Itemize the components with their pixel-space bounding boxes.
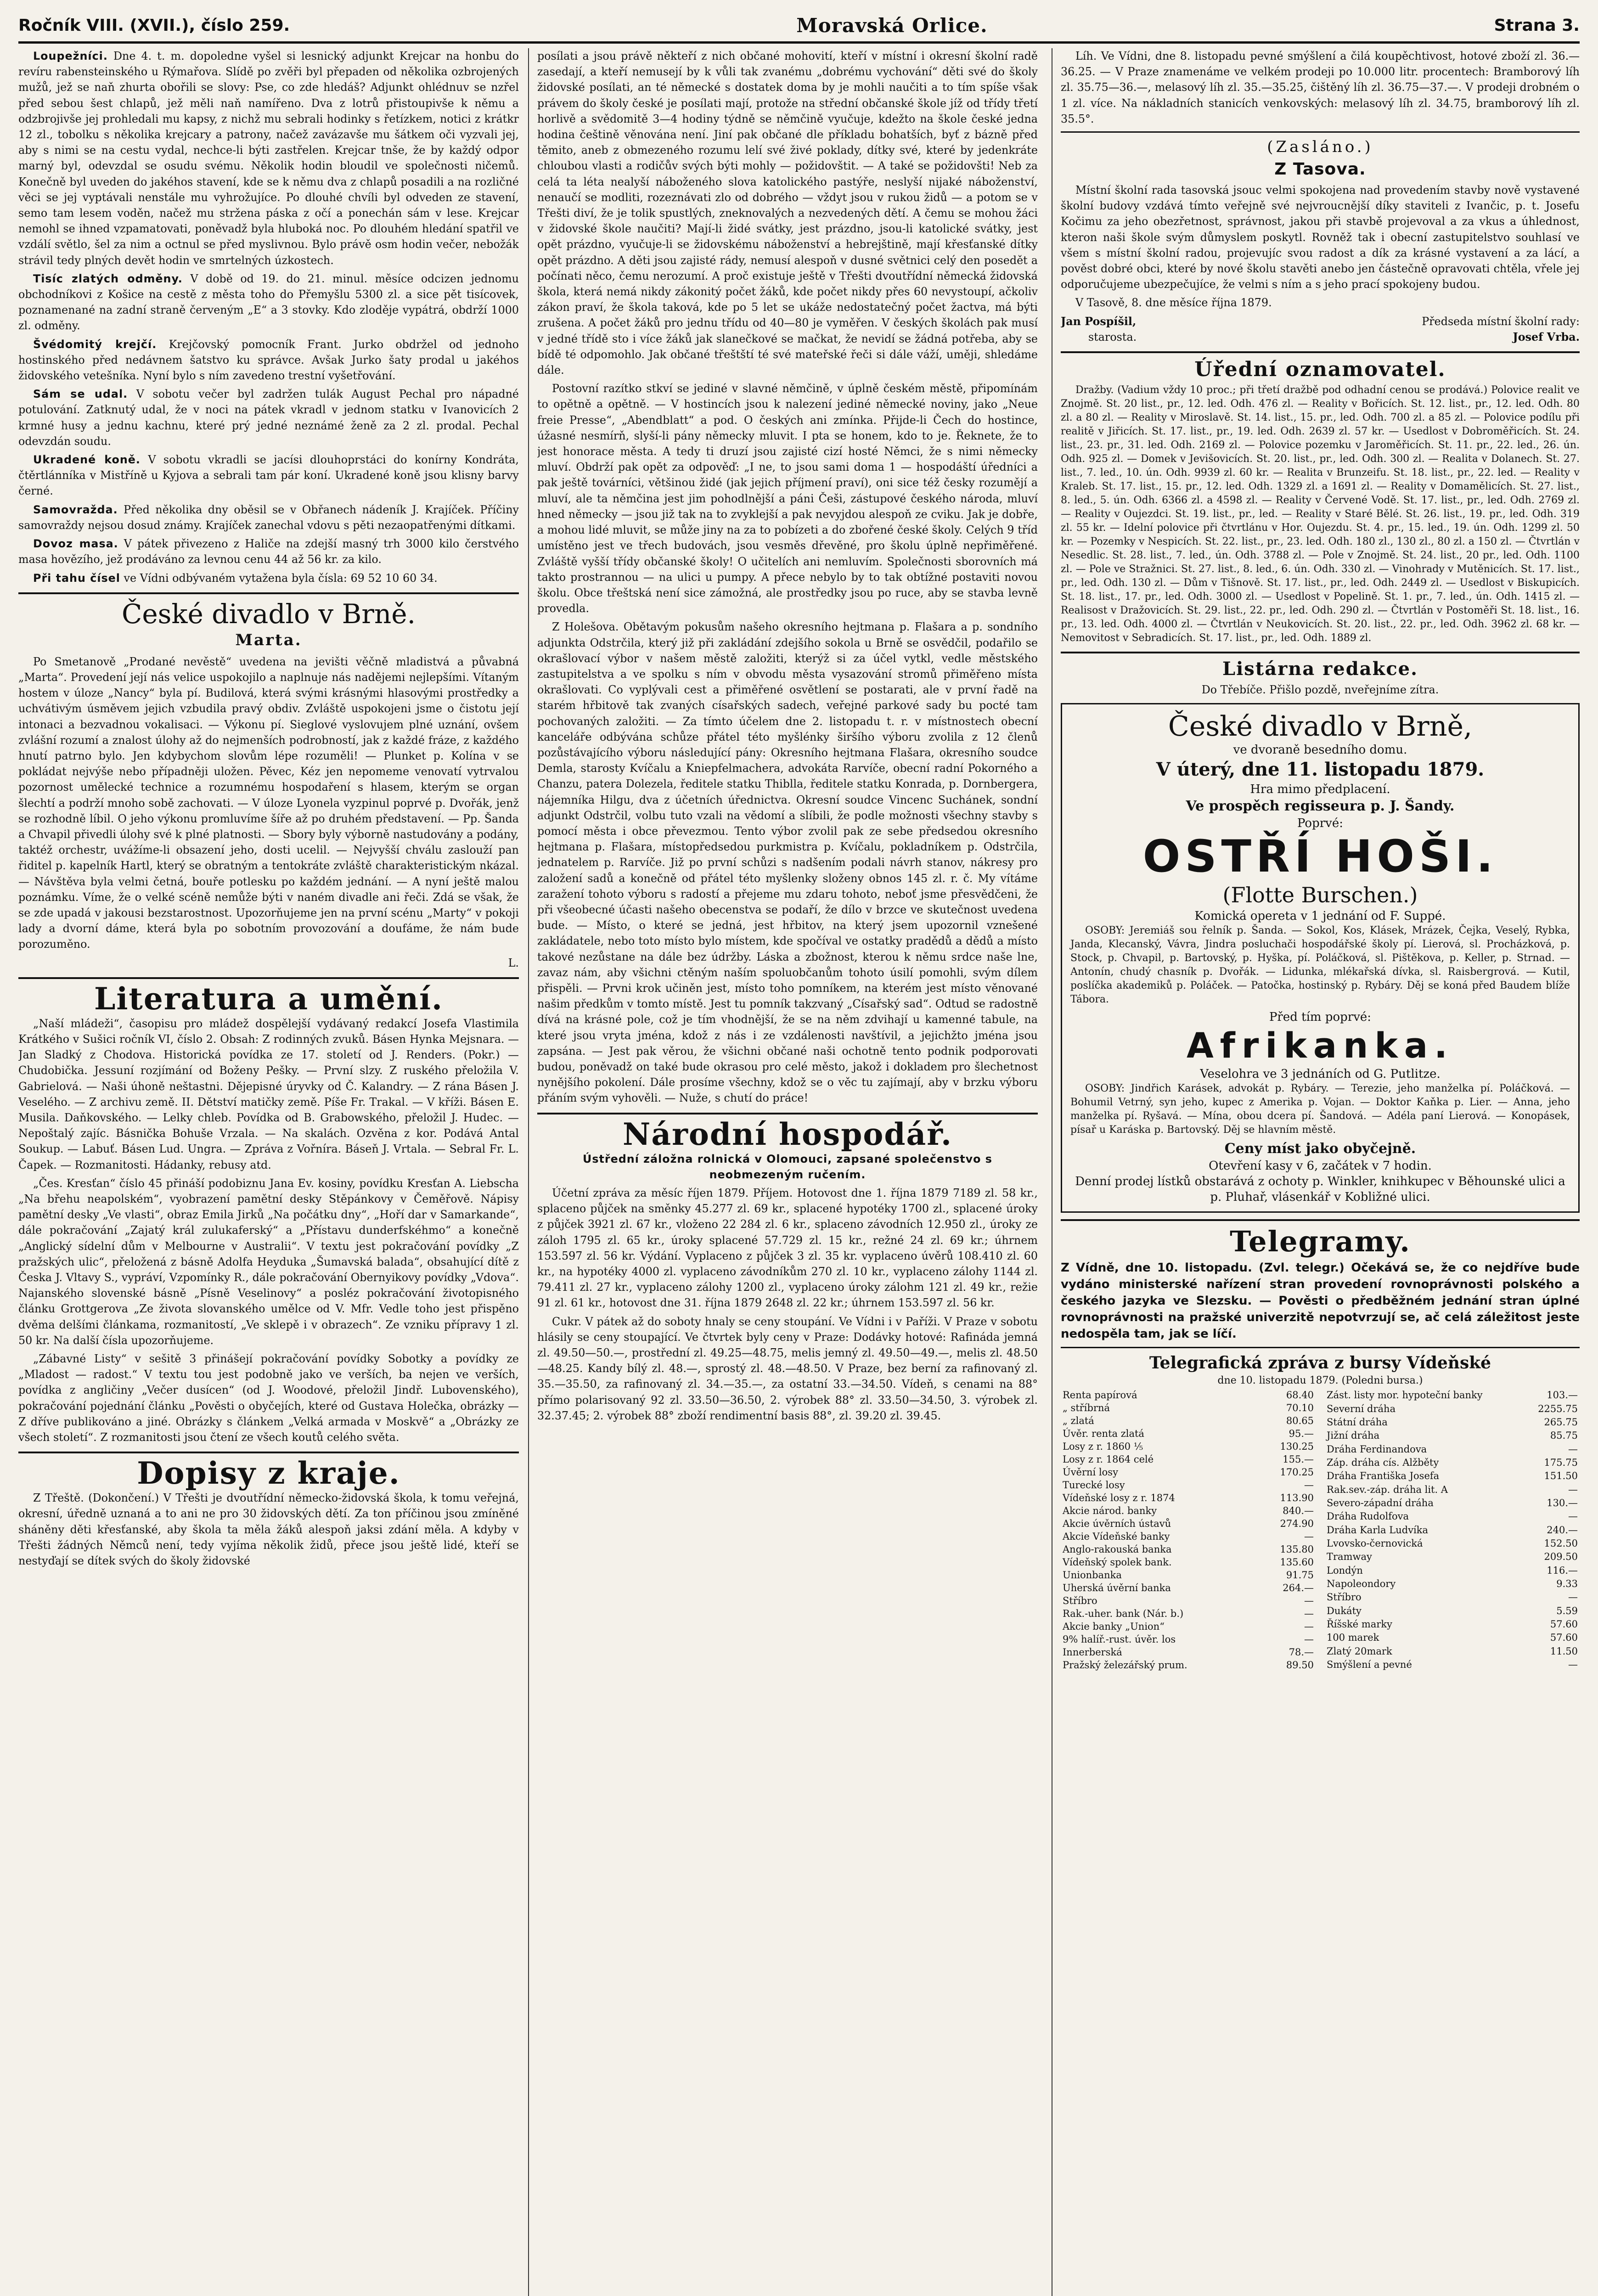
bourse-row [1325, 1537, 1580, 1550]
literature-item: „Naší mládeži“, časopisu pro mládež dospělejší vydávaný redakcí Josefa Vlastimila Krátkého v Sušici ročník VI, číslo 2. Obsah: Z rodinných zvuků. Básen Hynka Mejsnara. — Jan Sladký z Chodova. Historická povídka ze 17. století od J. Renders. (Pokr.) — Chudobička. Jessuní rozjímání od Boženy Pešky. — První slzy. Z ruského přeložila V. Gabrielová. — Naši úhoně neštastni. Dějepisné úryvky od Č. Kalandry. — Z rána Básen J. Veselého. — Z archivu země. II. Dětství matičky země. Píše Fr. Trakal. — V kříži. Básen E. Musila. Daňkovského. — Lelky chleb. Povídka od B. Grabowského, přeložil J. Hudec. — Nepoštalý zajíc. Básnička Bohuše Vrzala. — Na skalách. Ozvěna z kor. Podává Antal Soukup. — Labuť. Básen Lud. Ungra. — Zpráva z Vořníra. Báseň J. Vrtala. — Sebral Fr. L. Čapek. — Rozmanitosti. Hádanky, rebusy atd. [18, 1017, 519, 1171]
bourse-row [1325, 1591, 1580, 1604]
news-item [18, 271, 519, 334]
bourse-row [1061, 1543, 1316, 1556]
bourse-security: Lvovsko-černovická [1327, 1538, 1423, 1549]
zalozna-heading: Ústřední záložna rolnická v Olomouci, zapsané společenstvo s neobmezeným ručením. [583, 1152, 992, 1181]
bourse-row [1061, 1414, 1316, 1427]
signature-name: Josef Vrba. [1513, 330, 1580, 343]
bourse-value: — [1304, 1608, 1314, 1620]
ad-cast: OSOBY: Jeremiáš sou řelník p. Šanda. — Sokol, Kos, Klásek, Mrázek, Čejka, Veselý, Rybka, Janda, Klecanský, Vávra, Jindra posluchači hospodářské školy pí. Lierová, sl. Procházková, p. Stock, p. Chvapil, p. Bartovský, p. Hyška, pí. Poláčková, sl. Pištěkova, p. Keller, p. Strnad. — Antonín, chudý chasník p. Dvořák. — Lidunka, mlékařská dívka, sl. Raisbergrová. — Kutil, poslíčka akademiků p. Poláček. — Patočka, hostinský p. Rybáry. Děj se koná před Baudem blíže Tábora. [1070, 925, 1570, 1006]
theatre-subtitle: Marta. [235, 630, 302, 649]
bourse-row [1325, 1416, 1580, 1429]
bourse-value: 274.90 [1280, 1518, 1314, 1530]
bourse-value: 175.75 [1544, 1457, 1578, 1469]
bourse-security: Innerberská [1063, 1647, 1122, 1658]
ad-benefit: Ve prospěch regisseura p. J. Šandy. [1186, 798, 1455, 815]
zaslano-title: (Zasláno.) [1267, 138, 1373, 157]
signature-role: Předseda místní školní rady: [1422, 315, 1580, 328]
theatre-advertisement [1061, 703, 1580, 1213]
bourse-value: 78.— [1289, 1647, 1314, 1658]
bourse-value: 155.— [1283, 1454, 1314, 1465]
bourse-security: Vídeňské losy z r. 1874 [1063, 1492, 1175, 1504]
bourse-security: Napoleondory [1327, 1578, 1396, 1590]
bourse-value: 135.60 [1280, 1557, 1314, 1568]
bourse-security: Akcie Vídeňské banky [1063, 1531, 1170, 1542]
bourse-row [1325, 1469, 1580, 1483]
bourse-security: Jižní dráha [1327, 1430, 1380, 1441]
bourse-row [1061, 1556, 1316, 1569]
bourse-value: 68.40 [1286, 1390, 1314, 1401]
bourse-row [1061, 1504, 1316, 1517]
literature-item: „Zábavné Listy“ v sešitě 3 přinášejí pokračování povídky Sobotky a povídky ze „Mladost — radost.“ V textu tou jest podobně jako ve verších, ba nejen ve verších, povídka z angličiny „Večer dusícen“ (od J. Woodové, přeložil Jindř. Lubovenského), pokračování pojednání článku „Pověsti o obyčejích, které od Gustava Holečka, obrázky — Z dříve publikováno a jiné. Obrázky s článkem „Velká armada v Moskvě“ a „Obrázky ze všech století“. Z rozmanitosti jsou čtení ze všech koutů celého světa. [18, 1352, 519, 1444]
bourse-value: — [1304, 1531, 1314, 1542]
bourse-value: 265.75 [1544, 1417, 1578, 1428]
section-title-telegrams: Telegramy. [1061, 1219, 1580, 1258]
bourse-security: Dráha Karla Ludvíka [1327, 1524, 1429, 1536]
bourse-security: Unionbanka [1063, 1570, 1122, 1581]
bourse-security: Uherská úvěrní banka [1063, 1582, 1171, 1594]
bourse-security: Úvěrní losy [1063, 1467, 1118, 1478]
ad-date: V úterý, dne 11. listopadu 1879. [1156, 759, 1485, 781]
bourse-value: — [1568, 1659, 1578, 1671]
bourse-value: — [1304, 1621, 1314, 1632]
theatre-signature: L. [508, 956, 519, 969]
bourse-security: Renta papírová [1063, 1390, 1137, 1401]
bourse-row [1325, 1618, 1580, 1631]
bourse-value: 113.90 [1280, 1492, 1314, 1504]
bourse-security: Státní dráha [1327, 1417, 1388, 1428]
bourse-row [1061, 1594, 1316, 1607]
bourse-security: Stříbro [1327, 1592, 1362, 1603]
bourse-row [1325, 1429, 1580, 1442]
bourse-value: — [1304, 1634, 1314, 1645]
signature-left [1061, 314, 1137, 345]
news-body: V sobotu večer byl zadržen tulák August Pechal pro nápadné potulování. Zatknutý udal, že v noci na pátek vkradl v jednom statku v Ivanovicích 2 krmné husy a jednu kachnu, které prý jedné neznámé ženě za 2 zl. prodal. Pechal odevzdán soudu. [18, 388, 519, 448]
bourse-row [1325, 1577, 1580, 1591]
news-headline: Sám se udal. [33, 388, 128, 401]
signature-name: Jan Pospíšil, [1061, 315, 1137, 328]
bourse-table-right [1325, 1389, 1580, 1671]
bourse-row [1325, 1645, 1580, 1658]
bourse-value: 116.— [1547, 1564, 1578, 1576]
news-headline: Tisíc zlatých odměny. [33, 272, 183, 285]
ad-first-label: Poprvé: [1297, 816, 1343, 831]
signature-right [1422, 314, 1580, 345]
bourse-title: Telegrafická zpráva z bursy Vídeňské [1149, 1353, 1491, 1373]
divider [1061, 1347, 1580, 1348]
bourse-security: Rak.sev.-záp. dráha lit. A [1327, 1484, 1448, 1495]
bourse-row [1061, 1401, 1316, 1414]
bourse-security: Anglo-rakouská banka [1063, 1544, 1172, 1555]
bourse-value: 95.— [1289, 1428, 1314, 1440]
bourse-value: 70.10 [1286, 1402, 1314, 1414]
ad-subscription: Hra mimo předplacení. [1250, 782, 1390, 797]
telegram-body: Z Vídně, dne 10. listopadu. (Zvl. telegr.) Očekává se, že co nejdříve bude vydáno ministerské nařízení stran provedení rovnoprávnosti polského a českého jazyka ve Slezsku. — Pověsti o předběžném jednání stran úplné rovnoprávnosti na pražské univerzitě nepotvrzují se, ač celá záležitost jeste nedospěla tam, jak se líčí. [1061, 1261, 1580, 1341]
bourse-security: Zást. listy mor. hypoteční banky [1327, 1390, 1483, 1401]
ad-prices: Ceny míst jako obyčejně. [1224, 1141, 1416, 1157]
bourse-row [1061, 1389, 1316, 1401]
news-body: Krejčovský pomocník Frant. Jurko obdržel od jednoho hostinského před nedávnem šatstvo ku správce. Avšak Jurko šaty prodal u jakéhos židovského vetešníka. Nyní bylo s ním zavedeno trestní vyšetřování. [18, 338, 519, 383]
sugar-report: Cukr. V pátek až do soboty hnaly se ceny stoupání. Ve Vídni i v Paříži. V Praze v sobotu hlásily se ceny stoupající. Ve čtvrtek byly ceny v Praze: Dodávky hotové: Rafináda jemná zl. 49.50—50.—, prostřední zl. 49.25—48.75, melis jemný zl. 49.50—49.—, melis zl. 48.50—48.25. Kandy bílý zl. 48.—, sprostý zl. 48.—48.50. V Praze, bez berní za rafinovaný zl. 35.—35.50, za rafinovaný zl. 34.—35.—, za ostatní 33.—34.50. Vídeň, s cenami na 88° přímo polarisovaný 92 zl. 33.50—36.50, 2. výrobek 88° zl. 33.50—34.50, 3. výrobek zl. 32.37.45; 2. výrobek 88° zboží rendimentní basis 88°, zl. 39.20 zl. 39.45. [537, 1315, 1038, 1422]
bourse-row [1061, 1620, 1316, 1633]
column-rule-1 [528, 48, 529, 2296]
letter-holesov: Z Holešova. Obětavým pokusům našeho okresního hejtmana p. Flašara a p. sondního adjunkta Odstrčila, který již při zakládání zdejšího sokola u Brně se osvědčil, podařilo se okrašlovací výbor v našem městě založiti, kterýž si za účel vytkl, vedle městského zastupitelstva a ve spolku s ním v obvodu města vysazování stromů přiměřeno místa okrašlovati. Co vyplývali cest a přiměřené osvětlení se postarati, ale v první řadě na starém hřbitově tak zvaných císařských sadech, veřejné parkové sady bu pocté tam pochovaných založiti. — Za tímto účelem dne 2. listopadu t. r. v místnostech obecní kanceláře odbývána schůze přátel této myšlénky širšího výboru zvolila z 12 členů pozůstávajícího výboru následující pány: Okresního hejtmana Flašara, okresního soudce Demla, starosty Kvíčalu a Kniepfelmachera, advokáta Rarvíče, obecní radní Pokorného a Chanzu, patera Dolezela, ředitele statku Thiblla, ředitele statku Konrada, p. Dornbergera, nájemníka Hilgu, dva z účetních úřednictva. Okresní soudce Vincenc Suchánek, sondní adjunkt Odstrčil, volbu tuto vzali na vědomí a slíbili, že podle možnosti všechny stavby s pomocí města i obce převezmou. Tento výbor zvolil pak ze sebe předsedou okresního hejtmana p. Flašara, místopředsedou purkmistra p. Kvíčalu, pokladníkem p. Odstrčila, jednatelem p. Rarvíče. Již po první schůzi s nadšením podali návrh stanov, nákresy pro založení sadů a konečně od přátel této myšlenky složeny obnos 145 zl. r. č. My vítáme zaražení tohoto výboru s radostí a přejeme mu zdaru tohoto, neboť jsme přesvědčeni, že při všeobecné účasti našeho obecenstva se podaří, že dílo v brzce ve skutečnost uvedena bude. — Místo, o které se jedná, jest hřbitov, na který jsem upozornil vznešené zakládatele, nebo toto místo bylo místem, kde spočíval ve ostatky pradědů a dědů a místo takové nezůstane na dále bez údržby. Láska a zbožnost, kterou k němu srdce naše lne, zavaz nám, aby všichni ctěným naším spoluobčanům tohoto úsilí pomohli, svým dílem přispěli. — Prvni krok učiněn jest, místo toho pomníkem, na kterém jest místo věnované našim předkům v tomto místě. Jest tu pomník takzvaný „Císařský sad“. Odtud se radostně dívá na krásné pole, což je tím vhodnější, že se na něm zdvihají u kamenné tabule, na které jsou vryta jména, kdož z nás i ze vzdálenosti navštívil, a jejichžto jména jsou zapsána. — Jest pak věrou, že všichni občané naši ochotně tento podnik podporovati budou, poněvadž on také bude okrasou pro celé město, jakož i dokladem pro šlechetnost nynějšího pokolení. Dále prosíme všechny, kdož se o věc tu zajímají, aby v brzku výboru přáním svým vyhověli. — Nuže, s chutí do práce! [537, 620, 1038, 1105]
bourse-value: 151.50 [1544, 1470, 1578, 1482]
news-body: Před několika dny oběsil se v Obřanech nádeník J. Krajíček. Příčiny samovraždy nejsou dosud známy. Krajíček zanechal vdovu s pěti nezaopatřenými dítkami. [18, 503, 519, 532]
bourse-row [1325, 1631, 1580, 1644]
bourse-value: 80.65 [1286, 1415, 1314, 1427]
bourse-value: 85.75 [1550, 1430, 1578, 1441]
bourse-row [1325, 1389, 1580, 1402]
bourse-row [1325, 1497, 1580, 1510]
column-2 [537, 48, 1038, 2296]
bourse-row [1061, 1491, 1316, 1504]
bourse-value: 2255.75 [1538, 1403, 1578, 1414]
column-3 [1061, 48, 1580, 2296]
bourse-security: Dráha Ferdinandova [1327, 1443, 1427, 1455]
news-item [18, 337, 519, 384]
bourse-security: 9% halíř.-rust. úvěr. los [1063, 1634, 1176, 1645]
news-body: V pátek přivezeno z Haliče na zdejší masný trh 3000 kilo čerstvého masa hovězího, jež prodáváno za levnou cenu 44 až 56 kr. za kilo. [18, 537, 519, 566]
news-headline: Ukradené koně. [33, 453, 141, 467]
bourse-row [1061, 1569, 1316, 1581]
bourse-value: 89.50 [1286, 1660, 1314, 1671]
ad-play2-description: Veselohra ve 3 jednáních od G. Putlitze. [1200, 1067, 1440, 1081]
news-body: V sobotu vkradli se jacísi dlouhoprstáci do konírny Kondráta, čtěrtlánníka v Mistříně u Kyjova a sebrali tam pár koní. Ukradené koně jsou klisny barvy černé. [18, 453, 519, 498]
signature-role: starosta. [1088, 330, 1137, 343]
bourse-value: — [1568, 1484, 1578, 1495]
bourse-row [1061, 1607, 1316, 1620]
bourse-security: Losy z r. 1860 ⅕ [1063, 1441, 1143, 1452]
letter-continuation: posílati a jsou právě někteří z nich občané mohovití, kteří v místní i okresní školní radě zasedají, a kteří nemusejí by k vůli tak zvanému „dobrému vychování“ děti své do školy židovské posílati, an té německé s dostatek doma by je mohli naučiti a to tím spíše však právem do školy české je posílati mají, protože na střední občanské škole jíž od třídy třetí horlivě a svědomitě 3—4 hodiny týdně se němčině vyučuje, kdežto na škole české jedna hodina češtině věnována není. Jiní pak občané dle příkladu bohatších, byť z bázně před těmito, aneb z obmezeného rozumu lelí své živé poklady, dítky své, které by jedenkráte chloubou vlasti a rodičův svých býti mohly — požidovštit. — A také se požidovšti! Neb za celá ta léta nealyší náboženého slova katolického pastýře, neslyší nijaké náboženství, nenaučí se modliti, rozeznávati zlo od dobrého — vždyt jsou v rukou židů — a potom se v Třešti diví, že je tolik spustlých, zneknovalých a nezvedených dětí. A čemu se mohou žáci v židovské škole naučiti? Mají-li židé svátky, jest prázdno, jsou-li katolické svátky, jest opět prázdno, vyučuje-li se židovskému náboženství a hebrejštině, mají křesťanské dítky opět prázdno. A děti jsou zajisté rády, nemusí alespoň v dusné světnici celý den posedět a počínati něco, čemu nerozumí. A proč existuje ještě v Třešti dvoutřídní německá židovská škola, která nemá nikdy zákonitý počet žáků, kde počet nikdy přes 60 nevystoupí, ačkoliv zákon praví, že škola taková, kde po 5 let se ukáže nedostatečný počet žactva, má býti zrušena. A počet žáků pro jednu třídu od 40—80 je vyměřen. V českých školách pak musí v jedné třídě sto i více žáků jak slanečkové se mačkat, že nevidí se žádná potřeba, aby se bídě té odpomohlo. Jak občané třeštští té své mateřské řeči si dále váží, uměji, shledáme dále. [537, 50, 1038, 377]
news-item [18, 48, 519, 268]
bourse-value: 11.50 [1550, 1645, 1578, 1657]
ad-venue: ve dvoraně besedního domu. [1233, 743, 1407, 757]
bourse-row [1061, 1479, 1316, 1491]
bourse-value: 264.— [1283, 1582, 1314, 1594]
bourse-security: Rak.-uher. bank (Nár. b.) [1063, 1608, 1184, 1620]
bourse-value: 103.— [1547, 1390, 1578, 1401]
bourse-row [1325, 1443, 1580, 1456]
bourse-value: 152.50 [1544, 1538, 1578, 1549]
bourse-subtitle: dne 10. listopadu 1879. (Poledni bursa.) [1217, 1375, 1423, 1387]
bourse-security: Smýšlení a pevné [1327, 1659, 1412, 1671]
bourse-security: Vídeňský spolek bank. [1063, 1557, 1172, 1568]
bourse-security: „ zlatá [1063, 1415, 1094, 1427]
ad-play-subtitle: (Flotte Burschen.) [1222, 883, 1418, 908]
bourse-value: 91.75 [1286, 1570, 1314, 1581]
bourse-row [1325, 1402, 1580, 1416]
bourse-security: Dráha Františka Josefa [1327, 1470, 1440, 1482]
ad-cast2: OSOBY: Jindřich Karásek, advokát p. Rybáry. — Terezie, jeho manželka pí. Poláčková. — Bohumil Vetrný, syn jeho, kupec z Amerika p. Vojan. — Doktor Kaňka p. Lier. — Anna, jeho manželka pí. Ryšavá. — Mína, obou dcera pí. Šandová. — Adéla paní Lierová. — Konopásek, písař u Karáska p. Bartovský. Děj se hlavním městě. [1070, 1083, 1570, 1136]
bourse-value: 240.— [1547, 1524, 1578, 1536]
bourse-row [1325, 1510, 1580, 1523]
bourse-security: Dráha Rudolfova [1327, 1511, 1409, 1522]
bourse-value: 840.— [1283, 1505, 1314, 1517]
ad-opening: Otevření kasy v 6, začátek v 7 hodin. [1209, 1159, 1432, 1173]
bourse-row [1325, 1483, 1580, 1497]
section-title-economy: Národní hospodář. [537, 1113, 1038, 1149]
bourse-row [1061, 1440, 1316, 1453]
news-body: V době od 19. do 21. minul. měsíce odcizen jednomu obchodníkovi z Košice na cestě z města toho do Přemyšlu 5300 zl. a sice pět tisícovek, poznamenané na zadní straně červeným „E“ a 3 stovky. Kdo zloděje vypátrá, obdrží 1000 zl. odměny. [18, 272, 519, 332]
section-title-official: Úřední oznamovatel. [1061, 351, 1580, 382]
bourse-security: Úvěr. renta zlatá [1063, 1428, 1144, 1440]
bourse-security: Severo-západní dráha [1327, 1497, 1434, 1509]
divider [1061, 131, 1580, 133]
news-headline: Samovražda. [33, 503, 118, 516]
section-title-literature: Literatura a umění. [18, 977, 519, 1014]
news-item [18, 502, 519, 533]
bourse-value: — [1568, 1511, 1578, 1522]
bourse-value: 130.— [1547, 1497, 1578, 1509]
bourse-value: 135.80 [1280, 1544, 1314, 1555]
zalozna-report: Účetní zpráva za měsíc říjen 1879. Příjem. Hotovost dne 1. října 1879 7189 zl. 58 kr., splaceno půjček na směnky 45.277 zl. 69 kr., splacené hypotéky 1700 zl., splacené úroky z půjček 3921 zl. 67 kr., vloženo 22 284 zl. 6 kr., splaceno závodních 12.950 zl., úroky ze záloh 1795 zl. 65 kr., úroky splacené 57.729 zl. 15 kr., režné 24 zl. 69 kr.; úhrnem 153.597 zl. 56 kr. Výdání. Vyplaceno z půjček 3 zl. 35 kr. vyplaceno úvěrů 108.410 zl. 60 kr., na hypotéky 4000 zl. vyplaceno závodníkům 270 zl. 10 kr., vyplaceno zálohy 1144 zl. 79.411 zl. 27 kr., vyplaceno zálohy 1200 zl., vyplaceno úroky zálohm 121 zl. 49 kr., režie 91 zl. 61 kr., hotovost dne 31. října 1879 2648 zl. 22 kr.; úhrnem 153.597 zl. 56 kr. [537, 1187, 1038, 1310]
masthead [18, 9, 1580, 44]
page-number: Strana 3. [1494, 16, 1580, 35]
issue-number: Ročník VIII. (XVII.), číslo 259. [18, 16, 290, 35]
news-headline: Švédomitý krejčí. [33, 338, 157, 351]
bourse-row [1325, 1658, 1580, 1671]
bourse-value: — [1568, 1443, 1578, 1455]
ad-title: České divadlo v Brně, [1168, 710, 1473, 743]
ad-then-label: Před tím poprvé: [1269, 1010, 1372, 1024]
bourse-row [1061, 1453, 1316, 1466]
bourse-value: 170.25 [1280, 1467, 1314, 1478]
letter-continuation: Postovní razítko stkví se jediné v slavné němčině, v úplně českém městě, připomínám to opětně a opětně. — V hostincích jsou k nalezení jediné německé noviny, jako „Neue freie Presse“, „Abendblatt“ a pod. O českých ani zmínka. Přijde-li Čech do hostince, úžasné nesmírň, slyší-li pány německy mluvit. I pta se honem, kdo to je. Řeknete, že to jest honorace města. A tedy ti druzí jsou zajisté cizí hosté Němci, že s nimi německy mluví. Obdrží pak opět za odpověď: „I ne, to jsou sami doma 1 — hospodáští úředníci a pak ještě továrníci, většinou židé (jak jejich příjmení praví), oni sice též česky rozumějí a mluví, ale ta němčina jest jim pohodlnější a páni Češi, zástupové českého národa, mluví hned německy — jsou již tak na to zvyklejší a pak nevyjdou alespoň ze cviku. Jak je dobře, a mohou lidé mluvit, se může jiny na za to pobízeti a do zbořené české školy. Celých 9 tříd umístěno jest ve třech budovách, jsou vesměs dřevěné, pro školu úplně nepřiměřené. Zvláště vyšší třídy občanské školy! O učitelích ani nemluvím. Společnosti sborovních má takto prostrannou — na ulici u pumpy. A přece nebylo by to tak obtížné postaviti novou školu. Obce třeštská není sice zámožná, ale prostředky jsou po ruce, aby se stavba levně provedla. [537, 382, 1038, 615]
bourse-security: 100 marek [1327, 1632, 1379, 1643]
editorial-note: Do Třebíče. Přišlo pozdě, nveřejníme zítra. [1201, 683, 1439, 697]
news-body: Dne 4. t. m. dopoledne vyšel si lesnický adjunkt Krejcar na honbu do revíru rabensteinského u Rýmařova. Slídě po zvěři byl přepaden od několika ozbrojených mužů, jež se naň zhurta obořili se slovy: Pse, co zde hledáš? Adjunkt ohlédnuv se nzřel před sebou šest chlapů, jež měli naň namířeno. Dva z lotrů přistoupivše k němu a odzbrojivše jej prohledali mu kapsy, z nichž mu sebrali hodinky s řetízkem, notici z krátkr 12 zl., tobolku s několika krejcary a patrony, načež zavázavše mu šátkem oči vyzvali jej, aby s nimi se na cestu vydal, nechce-li býti zastřelen. Krejcar tnše, že by každý odpor marný byl, odevzdal se osudu svému. Několik hodin bloudil ve společnosti ničemů. Konečně byl uveden do jakéhos stavení, kde se k němu dva z chlapů posadili a na rozličné věci se jej vyptávali nenstále mu vyhrožujíce. Po dlouhé chvíli byl odveden ze stavení, semo tam lesem voděn, načež mu stržena páska z očí a ponechán sám v lese. Krejcar nemohl se ihned vzpamatovati, poněvadž byla hluboká noc. Po dlouhém hledání spatřil ve vzdálí světlo, šel za nim a octnul se před myslivnou. Bylo právě osm hodin večer, nebožák strávil tedy plných devět hodin ve smrtelných úzkostech. [18, 50, 519, 267]
bourse-row [1061, 1427, 1316, 1440]
section-title-editorial: Listárna redakce. [1061, 652, 1580, 680]
bourse-security: Zlatý 20mark [1327, 1645, 1392, 1657]
bourse-value: — [1304, 1595, 1314, 1607]
spirit-report: Líh. Ve Vídni, dne 8. listopadu pevné smýšlení a čilá koupěchtivost, hotové zboží zl. 36.—36.25. — V Praze znamenáme ve velkém prodeji po 10.000 litr. procentech: Bramborový líh zl. 35.75—36.—, melasový líh zl. 35.—35.25, čištěný líh zl. 36.75—37.—. V prodeji drobném o 1 zl. více. Na nákladních stanicích venkovských: melasový líh zl. 34.75, bramborový líh zl. 35.5°. [1061, 50, 1580, 125]
bourse-security: Akcie banky „Union“ [1063, 1621, 1165, 1632]
bourse-row [1325, 1524, 1580, 1537]
bourse-security: Tramway [1327, 1551, 1372, 1563]
bourse-security: Záp. dráha cís. Alžběty [1327, 1457, 1439, 1469]
news-headline: Loupežníci. [33, 50, 108, 62]
official-auctions: Dražby. (Vadium vždy 10 proc.; při třetí dražbě pod odhadní cenou se prodává.) Polovice realit ve Znojmě. St. 20 list., pr., 12. led. Odh. 476 zl. — Reality v Bořicích. St. 12. list., pr., 12. led. Odh. 80 zl. a 80 zl. — Reality v Miroslavě. St. 14. list., 15. pr., led. Odh. 700 zl. a 85 zl. — Polovice podílu při realitě v Jiřicích. St. 17. list., pr., 19. led. Odh. 2639 zl. 57 kr. — Usedlost v Dobroměřicích. St. 24. list., 23. pr., 31. led. Odh. 2169 zl. — Polovice pozemku v Jaroměřicích. St. 11. pr., 22. led., 26. ún. Odh. 925 zl. — Domek v Jevišovicích. St. 20. list., pr., led. Odh. 300 zl. — Realita v Dolanech. St. 27. list., 7. led., 10. ún. Odh. 9939 zl. 60 kr. — Realita v Brunzeifu. St. 18. list., pr., 22. led. — Reality v Kraleb. St. 17. list., 15. pr., 12. led. Odh. 1329 zl. a 1691 zl. — Reality v Domamělicích. St. 27. list., 8. led., 5. ún. Odh. 6366 zl. a 4598 zl. — Reality v Červené Vodě. St. 17. list., pr., led. Odh. 2769 zl. — Reality v Oujezdci. St. 19. list., pr., led. — Reality v Staré Bělé. St. 26. list., 19. pr., led. Odh. 319 zl. 55 kr. — Idelní polovice při čtvrtlánu v Hor. Oujezdu. St. 4. pr., 15. led., 19. ún. Odh. 1299 zl. 50 kr. — Pozemky v Nespicích. St. 22. list., pr., 23. led. Odh. 180 zl., 130 zl., 80 zl. a 150 zl. — Čtvrtlán v Nesedlic. St. 28. list., 7. led., ún. Odh. 3788 zl. — Pole v Znojmě. St. 24. list., 20 pr., led. Odh. 1100 zl. — Pole ve Stražnici. St. 27. list., 8. led., 6. ún. Odh. 330 zl. — Vinohrady v Mutěnicích. St. 17. list., pr., led. Odh. 130 zl. — Dům v Tišnově. St. 17. list., pr., led. Odh. 2449 zl. — Usedlost v Biskupicích. St. 18. list., 17. pr., led. Odh. 3000 zl. — Usedlost v Popelině. St. 1. pr., 7. led., ún. Odh. 1415 zl. — Realisost v Dražovicích. St. 29. list., 22. pr., led. Odh. 290 zl. — Čtvrtlán v Postoměři St. 18. list., 16. pr., 13. led. Odh. 4000 zl. — Čtvrtlán v Neukovicích. St. 20. list., 22. pr., led. Odh. 3962 zl. 68 kr. — Nemovitost v Sebradicích. St. 17. list., pr., led. Odh. 1889 zl. [1061, 384, 1580, 644]
bourse-security: Říšské marky [1327, 1619, 1392, 1630]
zaslano-body: Místní školní rada tasovská jsouc velmi spokojena nad provedením stavby nově vystavené školní budovy vzdává tímto veřejně své nejvroucnější díky staviteli z Ivančic, p. t. Josefu Kočimu za jeho obezřetnost, správnost, jakou při stavbě projevoval a za vkus a úhlednost, kteron naši škole svým důmyslem poskytl. Rovněž tak i obecní zastupitelstvo souhlasí ve všem s místní školní radou, projevujíc svou radost a dík za krásné vystavení a za lácí, a pověst dobré obci, které by nové školu stavěti anebo jen částečně opravovati chtěla, vřele jej odporučujeme ubezpečujíce, že velmi s ním a s jeho prací spokojeny budou. [1061, 184, 1580, 291]
newspaper-title: Moravská Orlice. [796, 14, 988, 37]
signatures [1061, 314, 1580, 345]
zaslano-place: Z Tasova. [1274, 160, 1366, 179]
section-title-theatre: České divadlo v Brně. [18, 592, 519, 629]
bourse-value: 209.50 [1544, 1551, 1578, 1563]
bourse-row [1325, 1564, 1580, 1577]
bourse-value: 5.59 [1556, 1605, 1578, 1616]
bourse-row [1061, 1466, 1316, 1479]
news-headline: Při tahu čísel [33, 571, 120, 585]
bourse-value: 57.60 [1550, 1632, 1578, 1643]
bourse-row [1061, 1646, 1316, 1659]
bourse-row [1325, 1604, 1580, 1618]
bourse-value: 9.33 [1556, 1578, 1578, 1590]
bourse-security: Londýn [1327, 1564, 1363, 1576]
bourse-value: 57.60 [1550, 1619, 1578, 1630]
ad-tickets: Denní prodej lístků obstarává z ochoty p. Winkler, knihkupec v Běhounské ulici a p. Pluhař, vlásenkář v Kobližné ulici. [1075, 1175, 1565, 1204]
bourse-value: — [1568, 1592, 1578, 1603]
bourse-security: Turecké losy [1063, 1480, 1125, 1491]
news-item [18, 536, 519, 567]
ad-play2-title: Afrikanka. [1186, 1025, 1454, 1066]
bourse-security: „ stříbrná [1063, 1402, 1110, 1414]
bourse-security: Dukáty [1327, 1605, 1362, 1616]
newspaper-page [18, 9, 1580, 2296]
bourse-security: Akcie úvěrních ústavů [1063, 1518, 1171, 1530]
theatre-review: Po Smetanově „Prodané nevěstě“ uvedena na jevišti věčně mladistvá a půvabná „Marta“. Provedení její nás velice uspokojilo a naplnuje nás nadějemi nejlepšími. Vítaným hostem v úloze „Nancy“ byla pí. Budilová, která svými krásnými hlasovými prostředky a uchvátivým úsměvem jejich vzbudila pravý obdiv. Zvláště uspokojeni jsme o čistotu její intonaci a bezvadnou vokalisaci. — Výkonu pí. Sieglové vyslovujem plné uznání, ovšem zvlášní rozumí a znalost úlohy až do nejmenších podrobností, jak z každé fráze, z každého hnutí patrno bylo. Jen kdybychom slovům lépe rozuměli! — Plunket p. Kolína v se pokládat nejvýše nebo případněji uložen. Pěvec, Kéz jen nepomeme venovatí vytrvalou pozornost umělecké technice a rozumnému hospodaření s hlasem, kterým se organ šlechtí a podrží mnoho sobě zachovati. — V úloze Lyonela vyzpinul poprvé p. Dvořák, jenž se rozhodně líbil. O jeho výkonu promluvíme šíře až po druhém představení. — Pp. Šanda a Chvapil přivedli úlohy své k plné platnosti. — Sbory byly výborně nastudovány a podány, taktéž orchestr, uvážíme-li obsazení jeho, dosti ucelil. — Nejvyšší chválu zaslouží pan řiditel p. kapelník Hartl, který se obratným a tentokráte zvláště charakteristickým nkázal. — Návštěva byla velmi četná, bouře potlesku po každém jednání. — A nyní ještě malou poznámku. Víme, že o velké scéně nemůže býti v naném divadle ani řeči. Zdá se však, že se zde upadá v jakousi bezstarostnost. Upozorňujeme jen na první scénu „Marty“ v pokoji lady a dvorní dáme, která byla po sobotním provozování a doufáme, že nám bude porozuměno. [18, 655, 519, 951]
bourse-security: Losy z r. 1864 celé [1063, 1454, 1154, 1465]
bourse-row [1061, 1633, 1316, 1646]
letter-body: Z Třeště. (Dokončení.) V Třešti je dvoutřídní německo-židovská škola, k tomu veřejná, okresní, úředně uznaná a to ani ne pro 30 židovských dětí. Za ton příčinou jsou zmíněné sháněny děti křesťanské, aby škola ta měla žáků alespoň jaksi zdání měla. A kdyby v Třešti žádných Němců není, tedy vyjíma několik židů, přece jsou ještě lidé, kteří se nestyďají se dítek svých do školy židovské [18, 1491, 519, 1568]
bourse-row [1061, 1659, 1316, 1671]
bourse-security: Stříbro [1063, 1595, 1097, 1607]
bourse-tables [1061, 1389, 1580, 1671]
bourse-value: — [1304, 1480, 1314, 1491]
literature-item: „Čes. Kresťan“ číslo 45 přináší podobiznu Jana Ev. kosiny, povídku Kresťan A. Liebscha „Na břehu neapolském“, vyobrazení pamětní desky Stěpánkovy v Čeměřově. Nápisy pamětní desky „Ve vlasti“, obraz Emila Jirků „Na počátku dny“, „Hoří dar v Samarkande“, dále pokračování „Zajatý král zulukaferský“ a „Přístavu dunderfskéhmo“ a konečně „Anglický sídelní dům v Melbourne v Australii“. V textu jest pokračování povídky „Z pražských ulic“, přeložená z básně Adolfa Heyduka „Šumavská balada“, obsahující dítě z Česka J. Vltavy S., vypráví, Vzpomínky R., dále pokračování Obernyikovy povídky „Vdova“. Najanského slovenské básně „Písně Veselinovy“ a posléz pokračování životopisného článku Grottgerova „Ze života slovanského umělce od V. Mfr. Vedle toho jest přispěno dvěma delšími článkama, rozmanitostí, „Ve sklepě i v obrazech“. Ze vzniku přípravy 1 zl. 50 kr. Na další čísla upozorňujeme. [18, 1176, 519, 1347]
news-body: ve Vídni odbývaném vytažena byla čísla: 69 52 10 60 34. [124, 571, 438, 585]
news-item [18, 570, 519, 586]
bourse-security: Severní dráha [1327, 1403, 1396, 1414]
bourse-row [1061, 1530, 1316, 1543]
news-headline: Dovoz masa. [33, 537, 118, 551]
bourse-security: Akcie národ. banky [1063, 1505, 1157, 1517]
zaslano-date: V Tasově, 8. dne měsíce října 1879. [1075, 296, 1272, 310]
ad-play-description: Komická opereta v 1 jednání od F. Suppé. [1194, 909, 1446, 923]
bourse-security: Pražský železářský prum. [1063, 1660, 1187, 1671]
news-item [18, 386, 519, 449]
column-1 [18, 48, 519, 2296]
section-title-letters: Dopisy z kraje. [18, 1452, 519, 1488]
ad-play-title: OSTŘÍ HOŠI. [1142, 831, 1498, 883]
bourse-row [1325, 1550, 1580, 1564]
bourse-value: 130.25 [1280, 1441, 1314, 1452]
bourse-row [1061, 1517, 1316, 1530]
bourse-table-left [1061, 1389, 1316, 1671]
bourse-row [1061, 1581, 1316, 1594]
bourse-row [1325, 1456, 1580, 1469]
news-item [18, 452, 519, 499]
